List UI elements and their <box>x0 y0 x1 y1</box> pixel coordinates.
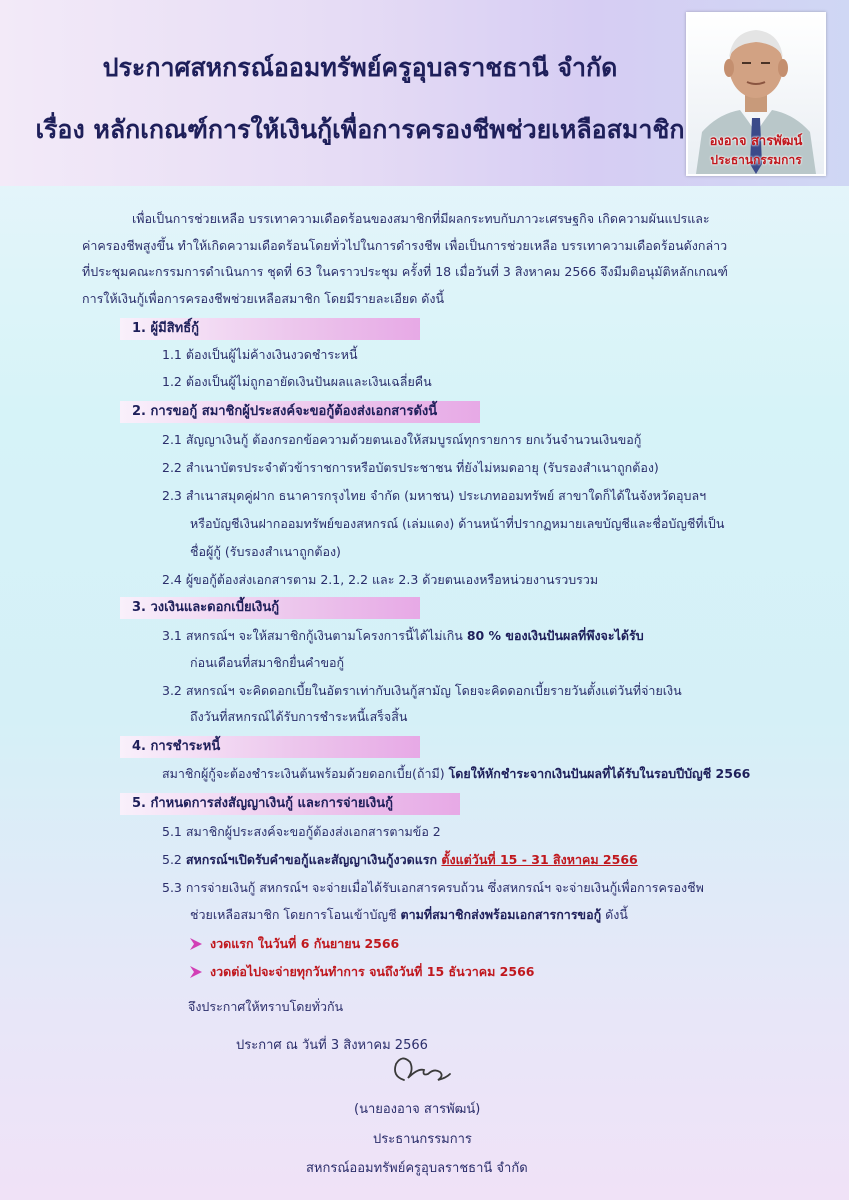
intro-line: ค่าครองชีพสูงขึ้น ทำให้เกิดความเดือดร้อนโดยทั่วไปในการดำรงชีพ เพื่อเป็นการช่วยเหลือ บรรเทาความเดือดร้อนดังกล่าว <box>82 237 728 253</box>
section-heading-limit-interest: 3. วงเงินและดอกเบี้ยเงินกู้ <box>120 597 420 619</box>
announcement-subject: เรื่อง หลักเกณฑ์การให้เงินกู้เพื่อการครองชีพช่วยเหลือสมาชิก <box>35 115 685 144</box>
item-2-3: 2.3 สำเนาสมุดคู่ฝาก ธนาคารกรุงไทย จำกัด (มหาชน) ประเภทออมทรัพย์ สาขาใดก็ได้ในจังหวัดอุบลฯ <box>162 488 707 503</box>
section-heading-eligibility: 1. ผู้มีสิทธิ์กู้ <box>120 318 420 340</box>
intro-line: เพื่อเป็นการช่วยเหลือ บรรเทาความเดือดร้อนของสมาชิกที่มีผลกระทบกับภาวะเศรษฐกิจ เกิดความผันแปรและ <box>132 211 710 226</box>
item-2-4: 2.4 ผู้ขอกู้ต้องส่งเอกสารตาม 2.1, 2.2 และ 2.3 ด้วยตนเองหรือหน่วยงานรวบรวม <box>162 572 599 587</box>
payout-first-round: งวดแรก ในวันที่ 6 กันยายน 2566 <box>210 936 400 951</box>
signature-icon <box>388 1050 458 1090</box>
item-5-2-open: สหกรณ์ฯเปิดรับคำขอกู้และสัญญาเงินกู้งวดแรก <box>185 852 442 867</box>
item-2-3-cont: ชื่อผู้กู้ (รับรองสำเนาถูกต้อง) <box>190 544 341 559</box>
item-2-2: 2.2 สำเนาบัตรประจำตัวข้าราชการหรือบัตรประชาชน ที่ยังไม่หมดอายุ (รับรองสำเนาถูกต้อง) <box>162 460 659 475</box>
item-5-2-period: ตั้งแต่วันที่ 15 - 31 สิงหาคม 2566 <box>441 852 638 867</box>
chairman-photo <box>686 12 826 176</box>
item-2-1: 2.1 สัญญาเงินกู้ ต้องกรอกข้อความด้วยตนเองให้สมบูรณ์ทุกรายการ ยกเว้นจำนวนเงินขอกู้ <box>162 432 642 447</box>
item-2-3-cont: หรือบัญชีเงินฝากออมทรัพย์ของสหกรณ์ (เล่มแดง) ด้านหน้าที่ปรากฏหมายเลขบัญชีและชื่อบัญชีที่เป็น <box>190 516 725 531</box>
signer-organization: สหกรณ์ออมทรัพย์ครูอุบลราชธานี จำกัด <box>306 1161 528 1176</box>
item-3-1-limit: 80 % ของเงินปันผลที่พึงจะได้รับ <box>466 628 644 643</box>
item-5-2 <box>162 850 638 870</box>
item-1-1: 1.1 ต้องเป็นผู้ไม่ค้างเงินงวดชำระหนี้ <box>162 347 358 362</box>
header-banner <box>0 0 849 186</box>
item-1-2: 1.2 ต้องเป็นผู้ไม่ถูกอายัดเงินปันผลและเงินเฉลี่ยคืน <box>162 374 432 389</box>
item-3-1-cont: ก่อนเดือนที่สมาชิกยื่นคำขอกู้ <box>190 655 345 670</box>
section-heading-schedule: 5. กำหนดการส่งสัญญาเงินกู้ และการจ่ายเงินกู้ <box>120 793 460 815</box>
intro-paragraph <box>82 206 782 312</box>
chairman-name: องอาจ สารพัฒน์ <box>709 134 803 149</box>
payout-next-rounds: งวดต่อไปจะจ่ายทุกวันทำการ จนถึงวันที่ 15 ธันวาคม 2566 <box>210 964 535 979</box>
item-5-3: 5.3 การจ่ายเงินกู้ สหกรณ์ฯ จะจ่ายเมื่อได้รับเอกสารครบถ้วน ซึ่งสหกรณ์ฯ จะจ่ายเงินกู้เพื่อการครองชีพ <box>162 880 704 895</box>
item-3-2: 3.2 สหกรณ์ฯ จะคิดดอกเบี้ยในอัตราเท่ากับเงินกู้สามัญ โดยจะคิดดอกเบี้ยรายวันตั้งแต่วันที่จ่ายเงิน <box>162 683 682 698</box>
item-5-3-post: ดังนี้ <box>601 907 628 922</box>
section-heading-application: 2. การขอกู้ สมาชิกผู้ประสงค์จะขอกู้ต้องส่งเอกสารดังนี้ <box>120 401 480 423</box>
chairman-role: ประธานกรรมการ <box>710 153 802 167</box>
repayment-line <box>162 764 750 784</box>
item-5-3-condition: ตามที่สมาชิกส่งพร้อมเอกสารการขอกู้ <box>400 907 602 922</box>
repayment-text: สมาชิกผู้กู้จะต้องชำระเงินต้นพร้อมด้วยดอกเบี้ย(ถ้ามี) <box>162 766 449 781</box>
item-5-2-num: 5.2 <box>162 852 186 867</box>
signer-name: (นายองอาจ สารพัฒน์) <box>354 1102 481 1117</box>
item-5-3-cont <box>190 905 628 925</box>
item-5-3-text: ช่วยเหลือสมาชิก โดยการโอนเข้าบัญชี <box>190 907 401 922</box>
announcement-notice: จึงประกาศให้ทราบโดยทั่วกัน <box>188 999 344 1014</box>
announcement-date: ประกาศ ณ วันที่ 3 สิงหาคม 2566 <box>236 1038 428 1053</box>
repayment-deduction: โดยให้หักชำระจากเงินปันผลที่ได้รับในรอบปีบัญชี 2566 <box>448 766 751 781</box>
item-3-1-text: 3.1 สหกรณ์ฯ จะให้สมาชิกกู้เงินตามโครงการนี้ได้ไม่เกิน <box>162 628 467 643</box>
chevron-right-icon <box>188 964 204 980</box>
signer-position: ประธานกรรมการ <box>373 1132 472 1147</box>
intro-line: การให้เงินกู้เพื่อการครองชีพช่วยเหลือสมาชิก โดยมีรายละเอียด ดังนี้ <box>82 290 445 306</box>
section-heading-repayment: 4. การชำระหนี้ <box>120 736 420 758</box>
announcement-title: ประกาศสหกรณ์ออมทรัพย์ครูอุบลราชธานี จำกัด <box>102 53 618 82</box>
intro-line: ที่ประชุมคณะกรรมการดำเนินการ ชุดที่ 63 ในคราวประชุม ครั้งที่ 18 เมื่อวันที่ 3 สิงหาคม 2566 จึงมีมติอนุมัติหลักเกณฑ์ <box>82 264 728 279</box>
item-5-1: 5.1 สมาชิกผู้ประสงค์จะขอกู้ต้องส่งเอกสารตามข้อ 2 <box>162 824 441 839</box>
item-3-1 <box>162 626 644 646</box>
item-3-2-cont: ถึงวันที่สหกรณ์ได้รับการชำระหนี้เสร็จสิ้น <box>190 709 408 724</box>
chevron-right-icon <box>188 936 204 952</box>
